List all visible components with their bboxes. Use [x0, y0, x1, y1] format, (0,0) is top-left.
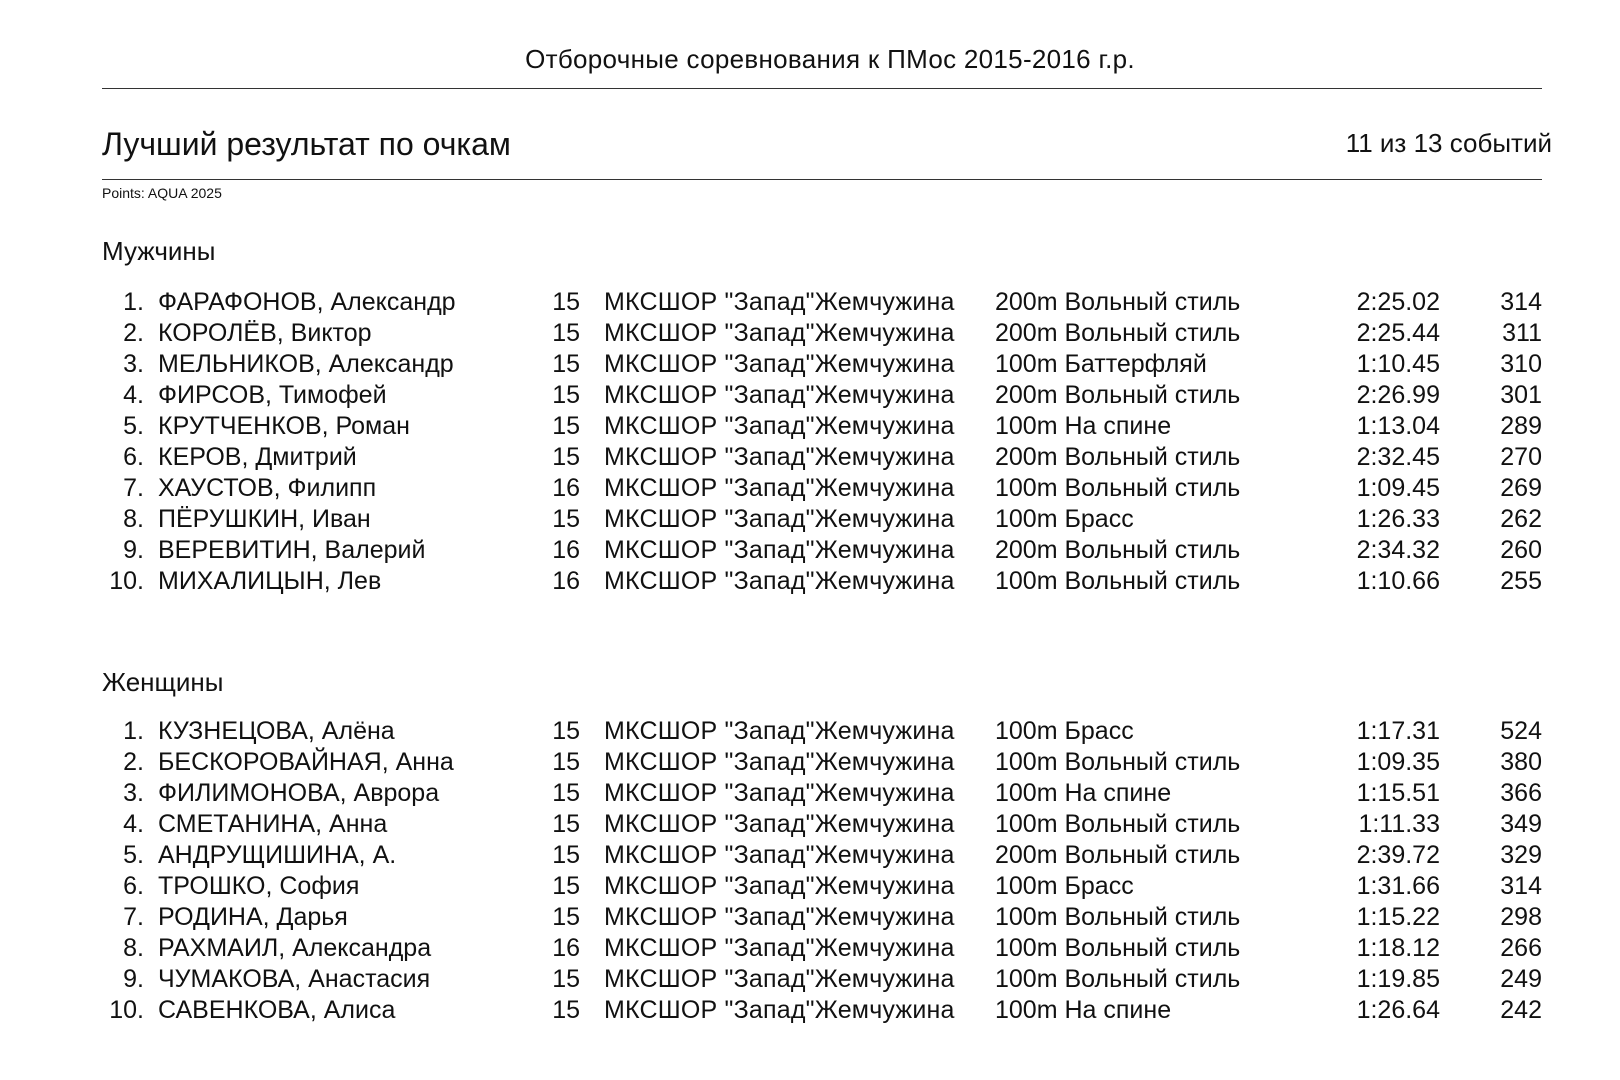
- club-name: МКСШОР "Запад"Жемчужина: [604, 505, 955, 533]
- rank: 7.: [123, 474, 144, 502]
- event-name: 100m Вольный стиль: [995, 748, 1241, 776]
- club-name: МКСШОР "Запад"Жемчужина: [604, 748, 955, 776]
- athlete-age: 15: [552, 717, 580, 745]
- result-row: [102, 748, 1542, 779]
- athlete-name: КЕРОВ, Дмитрий: [158, 443, 357, 471]
- result-time: 1:19.85: [1356, 965, 1440, 993]
- event-name: 200m Вольный стиль: [995, 443, 1241, 471]
- result-points: 270: [1500, 443, 1542, 471]
- report-title-divider: [102, 179, 1542, 180]
- athlete-age: 15: [552, 505, 580, 533]
- result-time: 1:18.12: [1356, 934, 1440, 962]
- result-points: 380: [1500, 748, 1542, 776]
- result-row: [102, 288, 1542, 319]
- rank: 10.: [109, 996, 144, 1024]
- club-name: МКСШОР "Запад"Жемчужина: [604, 443, 955, 471]
- event-name: 200m Вольный стиль: [995, 381, 1241, 409]
- rank: 1.: [123, 717, 144, 745]
- club-name: МКСШОР "Запад"Жемчужина: [604, 965, 955, 993]
- athlete-age: 16: [552, 567, 580, 595]
- rank: 4.: [123, 810, 144, 838]
- rank: 4.: [123, 381, 144, 409]
- event-name: 100m Брасс: [995, 717, 1134, 745]
- club-name: МКСШОР "Запад"Жемчужина: [604, 567, 955, 595]
- athlete-name: ФАРАФОНОВ, Александр: [158, 288, 456, 316]
- club-name: МКСШОР "Запад"Жемчужина: [604, 841, 955, 869]
- rank: 10.: [109, 567, 144, 595]
- header-divider: [102, 88, 1542, 89]
- athlete-age: 15: [552, 810, 580, 838]
- result-points: 260: [1500, 536, 1542, 564]
- rank: 1.: [123, 288, 144, 316]
- athlete-name: ФИРСОВ, Тимофей: [158, 381, 387, 409]
- event-name: 200m Вольный стиль: [995, 319, 1241, 347]
- report-title: Лучший результат по очкам: [102, 126, 511, 162]
- rank: 9.: [123, 536, 144, 564]
- athlete-name: ПЁРУШКИН, Иван: [158, 505, 371, 533]
- result-points: 310: [1500, 350, 1542, 378]
- result-time: 1:15.51: [1356, 779, 1440, 807]
- result-points: 242: [1500, 996, 1542, 1024]
- result-row: [102, 779, 1542, 810]
- athlete-name: ТРОШКО, София: [158, 872, 360, 900]
- athlete-age: 15: [552, 965, 580, 993]
- club-name: МКСШОР "Запад"Жемчужина: [604, 350, 955, 378]
- result-time: 1:26.33: [1356, 505, 1440, 533]
- athlete-age: 15: [552, 903, 580, 931]
- athlete-name: ЧУМАКОВА, Анастасия: [158, 965, 431, 993]
- athlete-name: СМЕТАНИНА, Анна: [158, 810, 388, 838]
- result-points: 314: [1500, 872, 1542, 900]
- result-row: [102, 474, 1542, 505]
- athlete-name: БЕСКОРОВАЙНАЯ, Анна: [158, 748, 454, 776]
- result-points: 329: [1500, 841, 1542, 869]
- result-time: 2:34.32: [1356, 536, 1440, 564]
- result-row: [102, 996, 1542, 1027]
- athlete-name: АНДРУЩИШИНА, А.: [158, 841, 397, 869]
- club-name: МКСШОР "Запад"Жемчужина: [604, 934, 955, 962]
- result-points: 255: [1500, 567, 1542, 595]
- result-row: [102, 903, 1542, 934]
- athlete-name: МЕЛЬНИКОВ, Александр: [158, 350, 454, 378]
- event-name: 100m Баттерфляй: [995, 350, 1207, 378]
- athlete-age: 16: [552, 536, 580, 564]
- section-title-men: Мужчины: [102, 236, 216, 266]
- athlete-age: 15: [552, 841, 580, 869]
- athlete-name: ХАУСТОВ, Филипп: [158, 474, 377, 502]
- result-time: 1:11.33: [1358, 810, 1440, 838]
- athlete-name: КУЗНЕЦОВА, Алёна: [158, 717, 395, 745]
- event-name: 100m Вольный стиль: [995, 474, 1241, 502]
- result-time: 1:10.45: [1356, 350, 1440, 378]
- result-points: 298: [1500, 903, 1542, 931]
- athlete-age: 15: [552, 412, 580, 440]
- event-name: 100m Вольный стиль: [995, 965, 1241, 993]
- athlete-age: 15: [552, 319, 580, 347]
- event-name: 200m Вольный стиль: [995, 841, 1241, 869]
- points-scoring-note: Points: AQUA 2025: [102, 185, 222, 201]
- result-row: [102, 536, 1542, 567]
- event-name: 100m На спине: [995, 996, 1172, 1024]
- club-name: МКСШОР "Запад"Жемчужина: [604, 717, 955, 745]
- result-points: 301: [1500, 381, 1542, 409]
- result-row: [102, 872, 1542, 903]
- result-time: 1:15.22: [1356, 903, 1440, 931]
- rank: 6.: [123, 872, 144, 900]
- event-name: 100m Вольный стиль: [995, 903, 1241, 931]
- result-time: 1:13.04: [1356, 412, 1440, 440]
- result-points: 269: [1500, 474, 1542, 502]
- rank: 8.: [123, 934, 144, 962]
- result-row: [102, 381, 1542, 412]
- rank: 9.: [123, 965, 144, 993]
- result-time: 1:26.64: [1356, 996, 1440, 1024]
- athlete-age: 15: [552, 748, 580, 776]
- result-time: 1:31.66: [1356, 872, 1440, 900]
- athlete-name: САВЕНКОВА, Алиса: [158, 996, 396, 1024]
- result-time: 1:10.66: [1356, 567, 1440, 595]
- result-points: 349: [1500, 810, 1542, 838]
- event-name: 200m Вольный стиль: [995, 288, 1241, 316]
- club-name: МКСШОР "Запад"Жемчужина: [604, 996, 955, 1024]
- event-name: 100m Вольный стиль: [995, 810, 1241, 838]
- athlete-age: 15: [552, 779, 580, 807]
- event-name: 100m Вольный стиль: [995, 934, 1241, 962]
- athlete-name: КОРОЛЁВ, Виктор: [158, 319, 372, 347]
- athlete-age: 15: [552, 350, 580, 378]
- result-row: [102, 505, 1542, 536]
- result-row: [102, 810, 1542, 841]
- club-name: МКСШОР "Запад"Жемчужина: [604, 536, 955, 564]
- result-time: 1:17.31: [1356, 717, 1440, 745]
- club-name: МКСШОР "Запад"Жемчужина: [604, 872, 955, 900]
- rank: 8.: [123, 505, 144, 533]
- result-time: 2:32.45: [1356, 443, 1440, 471]
- result-time: 2:25.02: [1356, 288, 1440, 316]
- rank: 3.: [123, 779, 144, 807]
- club-name: МКСШОР "Запад"Жемчужина: [604, 474, 955, 502]
- result-points: 524: [1500, 717, 1542, 745]
- athlete-name: ФИЛИМОНОВА, Аврора: [158, 779, 440, 807]
- athlete-age: 15: [552, 996, 580, 1024]
- result-row: [102, 965, 1542, 996]
- rank: 5.: [123, 841, 144, 869]
- club-name: МКСШОР "Запад"Жемчужина: [604, 903, 955, 931]
- rank: 2.: [123, 319, 144, 347]
- club-name: МКСШОР "Запад"Жемчужина: [604, 412, 955, 440]
- document-title: Отборочные соревнования к ПМос 2015-2016 г.р.: [525, 44, 1135, 74]
- athlete-name: РАХМАИЛ, Александра: [158, 934, 432, 962]
- club-name: МКСШОР "Запад"Жемчужина: [604, 810, 955, 838]
- club-name: МКСШОР "Запад"Жемчужина: [604, 319, 955, 347]
- athlete-name: МИХАЛИЦЫН, Лев: [158, 567, 382, 595]
- result-row: [102, 443, 1542, 474]
- athlete-name: РОДИНА, Дарья: [158, 903, 348, 931]
- result-row: [102, 350, 1542, 381]
- result-row: [102, 841, 1542, 872]
- rank: 7.: [123, 903, 144, 931]
- result-row: [102, 319, 1542, 350]
- athlete-age: 15: [552, 288, 580, 316]
- events-count: 11 из 13 событий: [1345, 128, 1552, 158]
- result-points: 289: [1500, 412, 1542, 440]
- rank: 6.: [123, 443, 144, 471]
- result-row: [102, 412, 1542, 443]
- results-list-men: [102, 288, 1542, 598]
- event-name: 200m Вольный стиль: [995, 536, 1241, 564]
- result-points: 366: [1500, 779, 1542, 807]
- result-row: [102, 934, 1542, 965]
- result-points: 262: [1500, 505, 1542, 533]
- result-row: [102, 717, 1542, 748]
- event-name: 100m Вольный стиль: [995, 567, 1241, 595]
- result-points: 266: [1500, 934, 1542, 962]
- athlete-age: 15: [552, 443, 580, 471]
- result-row: [102, 567, 1542, 598]
- event-name: 100m Брасс: [995, 505, 1134, 533]
- results-list-women: [102, 717, 1542, 1027]
- result-time: 2:39.72: [1356, 841, 1440, 869]
- result-time: 2:25.44: [1356, 319, 1440, 347]
- result-time: 1:09.35: [1356, 748, 1440, 776]
- result-points: 311: [1502, 319, 1542, 347]
- athlete-name: ВЕРЕВИТИН, Валерий: [158, 536, 426, 564]
- athlete-name: КРУТЧЕНКОВ, Роман: [158, 412, 410, 440]
- result-time: 2:26.99: [1356, 381, 1440, 409]
- result-points: 314: [1500, 288, 1542, 316]
- club-name: МКСШОР "Запад"Жемчужина: [604, 288, 955, 316]
- event-name: 100m На спине: [995, 779, 1172, 807]
- rank: 5.: [123, 412, 144, 440]
- result-time: 1:09.45: [1356, 474, 1440, 502]
- athlete-age: 16: [552, 474, 580, 502]
- athlete-age: 16: [552, 934, 580, 962]
- athlete-age: 15: [552, 872, 580, 900]
- club-name: МКСШОР "Запад"Жемчужина: [604, 381, 955, 409]
- athlete-age: 15: [552, 381, 580, 409]
- club-name: МКСШОР "Запад"Жемчужина: [604, 779, 955, 807]
- section-title-women: Женщины: [102, 667, 224, 697]
- event-name: 100m На спине: [995, 412, 1172, 440]
- rank: 2.: [123, 748, 144, 776]
- rank: 3.: [123, 350, 144, 378]
- result-points: 249: [1500, 965, 1542, 993]
- event-name: 100m Брасс: [995, 872, 1134, 900]
